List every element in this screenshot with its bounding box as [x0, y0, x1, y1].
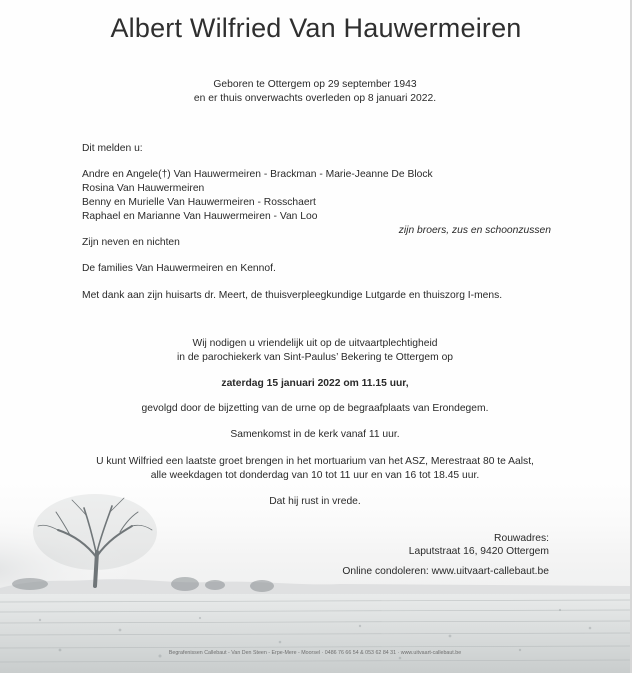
deceased-name: Albert Wilfried Van Hauwermeiren — [110, 13, 522, 43]
family-line: Rosina Van Hauwermeiren — [82, 183, 205, 194]
nephews-line: Zijn neven en nichten — [82, 237, 180, 248]
birth-line: Geboren te Ottergem op 29 september 1943 — [213, 79, 417, 90]
visit-line: U kunt Wilfried een laatste groet brengen in het mortuarium van het ASZ, Merestraat 80 te Aalst, — [96, 456, 534, 467]
announce-intro: Dit melden u: — [82, 143, 143, 154]
visit-line: alle weekdagen tot donderdag van 10 tot 11 uur en van 16 tot 18.45 uur. — [150, 470, 480, 481]
families-line: De families Van Hauwermeiren en Kennof. — [82, 263, 276, 274]
ceremony-date: zaterdag 15 januari 2022 om 11.15 uur, — [221, 378, 409, 389]
family-line: Raphael en Marianne Van Hauwermeiren - Van Loo — [82, 211, 318, 222]
family-line: Benny en Murielle Van Hauwermeiren - Rosschaert — [82, 197, 316, 208]
rest-line: Dat hij rust in vrede. — [269, 496, 361, 507]
family-line: Andre en Angele(†) Van Hauwermeiren - Brackman - Marie-Jeanne De Block — [82, 169, 433, 180]
address-label: Rouwadres: — [494, 533, 549, 544]
invite-line: Wij nodigen u vriendelijk uit op de uitvaartplechtigheid — [192, 338, 438, 349]
funeral-home-footer: Begrafenissen Callebaut - Van Den Steen - Erpe-Mere - Moorsel · 0486 76 66 54 & 053 62 84 31 · www.uitvaart-callebaut.be — [168, 650, 462, 656]
invite-line: in de parochiekerk van Sint-Paulus’ Bekering te Ottergem op — [176, 352, 454, 363]
thanks-line: Met dank aan zijn huisarts dr. Meert, de thuisverpleegkundige Lutgarde en thuiszorg I-mens. — [82, 290, 503, 301]
online-condolences: Online condoleren: www.uitvaart-callebaut.be — [342, 566, 549, 577]
death-line: en er thuis onverwachts overleden op 8 januari 2022. — [193, 93, 437, 104]
family-role: zijn broers, zus en schoonzussen — [398, 225, 551, 236]
gathering-line: Samenkomst in de kerk vanaf 11 uur. — [230, 429, 400, 440]
burial-line: gevolgd door de bijzetting van de urne op de begraafplaats van Erondegem. — [141, 403, 489, 414]
mourning-address: Laputstraat 16, 9420 Ottergem — [408, 546, 549, 557]
